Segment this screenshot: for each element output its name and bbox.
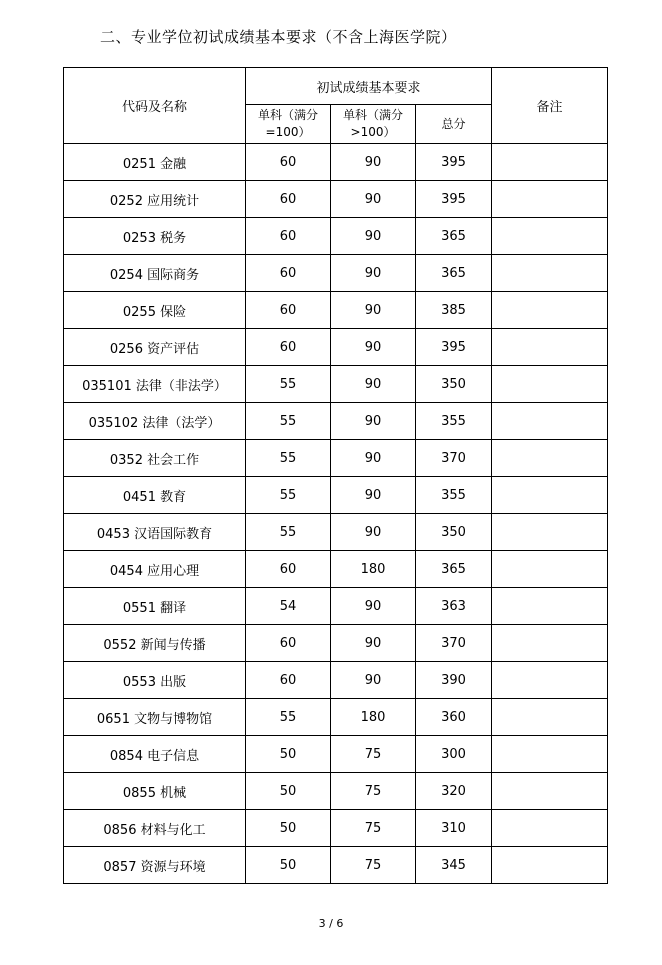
cell-remark [492,773,608,810]
cell-remark [492,810,608,847]
cell-name: 0857 资源与环境 [64,847,246,884]
cell-single-100: 60 [246,625,331,662]
cell-single-gt100: 75 [331,810,416,847]
table-row [64,736,608,773]
cell-single-100: 50 [246,847,331,884]
cell-name: 0553 出版 [64,662,246,699]
table-row [64,588,608,625]
cell-remark [492,440,608,477]
cell-name: 0254 国际商务 [64,255,246,292]
cell-remark [492,847,608,884]
cell-total: 365 [416,551,492,588]
cell-remark [492,218,608,255]
cell-total: 370 [416,440,492,477]
table-row [64,551,608,588]
cell-remark [492,366,608,403]
table-row [64,292,608,329]
table-body [64,144,608,884]
cell-name: 0451 教育 [64,477,246,514]
cell-total: 395 [416,329,492,366]
cell-name: 0552 新闻与传播 [64,625,246,662]
cell-single-gt100: 90 [331,329,416,366]
table-row [64,477,608,514]
cell-name: 0453 汉语国际教育 [64,514,246,551]
cell-name: 0856 材料与化工 [64,810,246,847]
cell-name: 0352 社会工作 [64,440,246,477]
cell-total: 365 [416,218,492,255]
cell-single-100: 55 [246,699,331,736]
cell-name: 0551 翻译 [64,588,246,625]
cell-remark [492,181,608,218]
table-row [64,366,608,403]
cell-name: 0256 资产评估 [64,329,246,366]
cell-total: 345 [416,847,492,884]
table-row [64,218,608,255]
cell-name: 035101 法律（非法学） [64,366,246,403]
cell-single-100: 55 [246,366,331,403]
cell-single-100: 60 [246,218,331,255]
cell-single-100: 60 [246,292,331,329]
cell-single-gt100: 90 [331,477,416,514]
table-row [64,403,608,440]
cell-total: 360 [416,699,492,736]
cell-single-gt100: 75 [331,773,416,810]
cell-single-100: 55 [246,477,331,514]
col-header-remark: 备注 [492,68,608,144]
cell-total: 300 [416,736,492,773]
cell-remark [492,292,608,329]
cell-name: 0253 税务 [64,218,246,255]
cell-name: 0454 应用心理 [64,551,246,588]
cell-total: 370 [416,625,492,662]
cell-total: 350 [416,366,492,403]
col-header-total: 总分 [416,105,492,144]
cell-single-100: 60 [246,181,331,218]
cell-remark [492,625,608,662]
cell-total: 320 [416,773,492,810]
cell-total: 355 [416,403,492,440]
cell-single-gt100: 90 [331,292,416,329]
cell-total: 385 [416,292,492,329]
cell-single-gt100: 90 [331,181,416,218]
cell-remark [492,477,608,514]
cell-single-100: 60 [246,662,331,699]
page-number: 3 / 6 [318,917,344,930]
cell-remark [492,588,608,625]
cell-name: 0855 机械 [64,773,246,810]
col-header-single-gt100: 单科（满分>100） [331,105,416,144]
cell-single-gt100: 90 [331,625,416,662]
cell-single-gt100: 180 [331,699,416,736]
table-row [64,625,608,662]
cell-name: 0251 金融 [64,144,246,181]
col-header-code: 代码及名称 [64,68,246,144]
cell-remark [492,699,608,736]
cell-remark [492,551,608,588]
cell-single-100: 54 [246,588,331,625]
score-requirements-table [63,67,608,884]
cell-single-100: 50 [246,736,331,773]
cell-single-gt100: 75 [331,847,416,884]
cell-single-100: 60 [246,551,331,588]
col-header-single-100: 单科（满分=100） [246,105,331,144]
cell-remark [492,662,608,699]
cell-remark [492,329,608,366]
cell-total: 355 [416,477,492,514]
cell-single-gt100: 90 [331,403,416,440]
table-row [64,847,608,884]
cell-total: 395 [416,181,492,218]
cell-total: 350 [416,514,492,551]
cell-remark [492,255,608,292]
cell-remark [492,403,608,440]
table-row [64,144,608,181]
cell-total: 310 [416,810,492,847]
table-row [64,255,608,292]
cell-single-100: 50 [246,810,331,847]
cell-name: 0854 电子信息 [64,736,246,773]
cell-remark [492,144,608,181]
cell-single-gt100: 75 [331,736,416,773]
cell-single-gt100: 180 [331,551,416,588]
table-row [64,810,608,847]
cell-total: 365 [416,255,492,292]
cell-name: 0651 文物与博物馆 [64,699,246,736]
cell-single-gt100: 90 [331,514,416,551]
cell-single-100: 55 [246,440,331,477]
section-heading: 二、专业学位初试成绩基本要求（不含上海医学院） [100,28,457,46]
cell-name: 0255 保险 [64,292,246,329]
cell-single-gt100: 90 [331,144,416,181]
table-row [64,662,608,699]
cell-single-100: 55 [246,514,331,551]
cell-total: 390 [416,662,492,699]
cell-name: 0252 应用统计 [64,181,246,218]
table-row [64,329,608,366]
cell-single-100: 60 [246,255,331,292]
cell-total: 363 [416,588,492,625]
table-row [64,514,608,551]
cell-single-100: 60 [246,144,331,181]
table-row [64,773,608,810]
cell-remark [492,736,608,773]
col-header-group: 初试成绩基本要求 [246,68,492,105]
cell-remark [492,514,608,551]
cell-single-100: 50 [246,773,331,810]
cell-total: 395 [416,144,492,181]
table-row [64,699,608,736]
cell-single-gt100: 90 [331,366,416,403]
cell-single-gt100: 90 [331,255,416,292]
cell-single-gt100: 90 [331,440,416,477]
cell-name: 035102 法律（法学） [64,403,246,440]
table-row [64,440,608,477]
cell-single-100: 60 [246,329,331,366]
cell-single-gt100: 90 [331,588,416,625]
cell-single-100: 55 [246,403,331,440]
cell-single-gt100: 90 [331,218,416,255]
table-row [64,181,608,218]
cell-single-gt100: 90 [331,662,416,699]
